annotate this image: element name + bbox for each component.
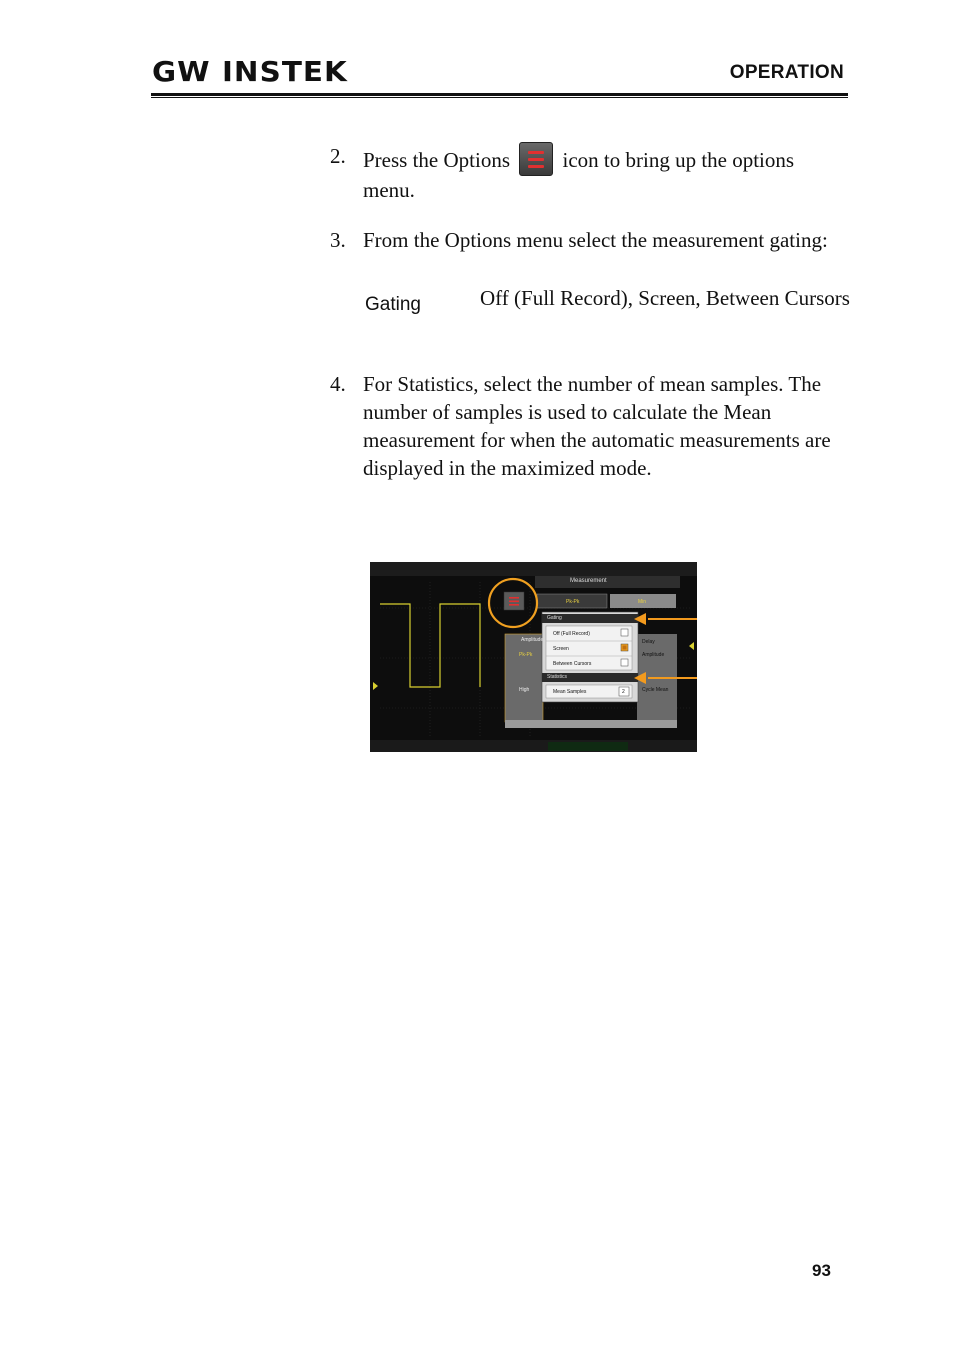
step-2 <box>330 142 850 204</box>
step-text-after-icon: icon to bring up the options menu. <box>363 148 795 202</box>
option-between-cursors: Between Cursors <box>553 661 592 667</box>
header-rule <box>151 93 848 96</box>
right-item-amplitude: Amplitude <box>642 652 665 658</box>
oscilloscope-screenshot <box>370 562 697 752</box>
step-4 <box>330 370 850 482</box>
brand-logo: GW INSTEK <box>152 55 348 88</box>
screenshot-title: Measurement <box>570 578 607 584</box>
step-number: 2. <box>330 144 346 168</box>
gating-section: Gating <box>547 615 562 621</box>
option-full-record: Off (Full Record) <box>553 631 590 637</box>
tab-min: Min <box>638 599 647 605</box>
header-rule-thin <box>151 97 848 98</box>
mean-samples-label: Mean Samples <box>553 689 587 695</box>
option-screen: Screen <box>553 646 569 652</box>
step-text: From the Options menu select the measurement gating: <box>363 228 828 252</box>
page-number: 93 <box>812 1261 831 1280</box>
left-item-pkpk: Pk-Pk <box>519 652 533 658</box>
gating-label: Gating <box>365 294 421 315</box>
step-number: 4. <box>330 372 346 396</box>
step-text: Press the Options <box>363 148 510 172</box>
tab-pkpk: Pk-Pk <box>566 599 580 605</box>
options-menu-icon <box>519 142 553 176</box>
section-title: OPERATION <box>729 62 844 83</box>
step-text: For Statistics, select the number of mean samples. The number of samples is used to calculate the Mean measurement for when the automatic measurements are displayed in the maximized mode. <box>363 372 831 480</box>
gating-values: Off (Full Record), Screen, Between Cursors <box>480 286 850 310</box>
left-item-high: High <box>519 687 530 693</box>
statistics-section: Statistics <box>547 674 568 680</box>
step-3 <box>330 226 850 254</box>
step-number: 3. <box>330 228 346 252</box>
mean-samples-value: 2 <box>622 689 625 695</box>
right-item-cycle-mean: Cycle Mean <box>642 687 669 693</box>
right-item-delay: Delay <box>642 639 655 645</box>
left-panel-label: Amplitude <box>521 637 544 643</box>
